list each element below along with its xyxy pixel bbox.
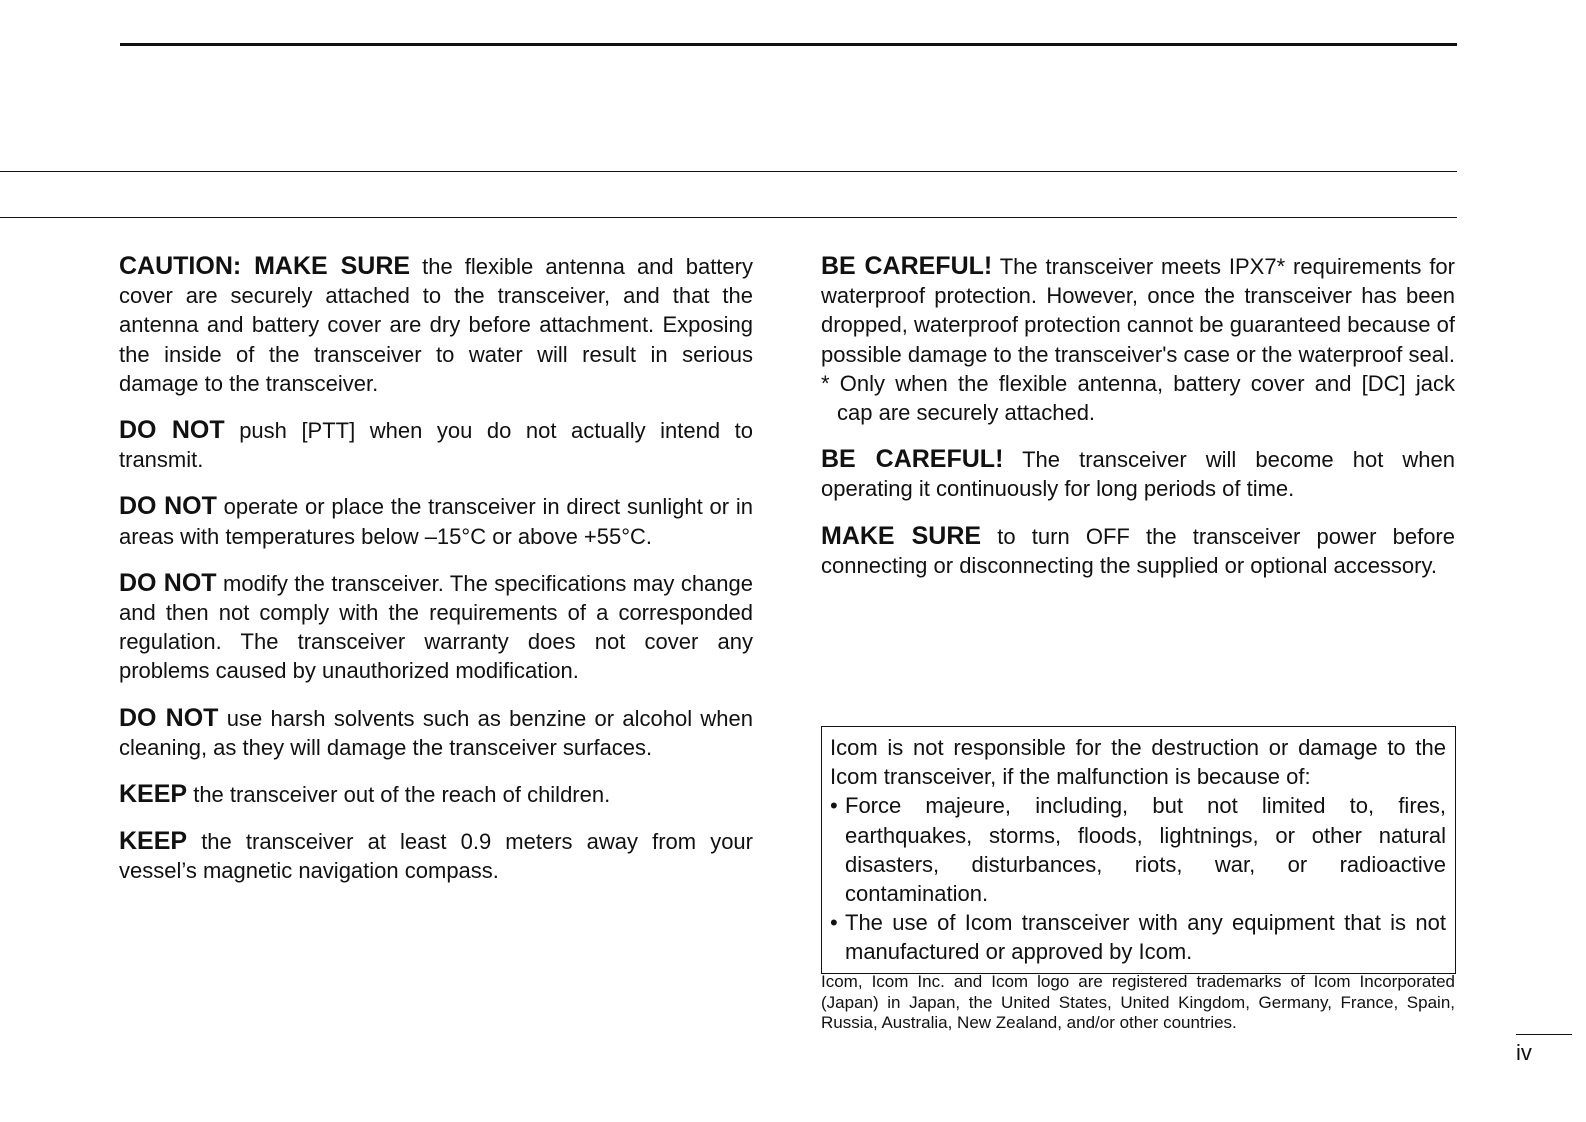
do-not-solvents-text: use harsh solvents such as benzine or alcohol when cleaning, as they will damage the transceiver surfaces. — [119, 705, 753, 760]
do-not-keyword: DO NOT — [119, 492, 217, 521]
keep-children-paragraph — [119, 780, 753, 809]
do-not-solvents-paragraph — [119, 704, 753, 762]
make-sure-power-text: to turn OFF the transceiver power before connecting or disconnecting the supplied or optional accessory. — [821, 523, 1455, 578]
page-number-rule — [1516, 1034, 1572, 1035]
keep-children-text: the transceiver out of the reach of children. — [187, 782, 611, 808]
do-not-keyword: DO NOT — [119, 568, 217, 597]
page-number: iv — [1516, 1040, 1532, 1065]
make-sure-power-paragraph — [821, 522, 1455, 580]
be-careful-keyword: BE CAREFUL! — [821, 252, 993, 280]
do-not-modify-paragraph — [119, 569, 753, 686]
do-not-ptt-paragraph — [119, 416, 753, 474]
left-column — [119, 252, 753, 904]
be-careful-keyword: BE CAREFUL! — [821, 445, 1004, 474]
trademark-notice: Icom, Icom Inc. and Icom logo are registered trademarks of Icom Incorporated (Japan) in Japan, the United States, United Kingdom, Germany, France, Spain, Russia, Australia, New Zealand, and/or other countries. — [821, 972, 1455, 1033]
be-careful-hot-text: The transceiver will become hot when operating it continuously for long periods of time. — [821, 447, 1455, 502]
section-rule-lower — [0, 217, 1457, 218]
keep-keyword: KEEP — [119, 827, 188, 856]
be-careful-hot-paragraph — [821, 445, 1455, 503]
liability-notice-box — [821, 726, 1456, 974]
bullet-icon: • — [830, 910, 838, 936]
ipx7-footnote: * Only when the flexible antenna, battery cover and [DC] jack cap are securely attached. — [821, 370, 1455, 426]
do-not-modify-text: modify the transceiver. The specifications may change and then not comply with the requirements of a corresponded regulation. The transceiver warranty does not cover any problems caused by unauthorized modification. — [119, 570, 753, 684]
notice-bullet-text: The use of Icom transceiver with any equipment that is not manufactured or approved by Icom. — [845, 910, 1446, 965]
notice-bullet-item — [830, 791, 1446, 908]
keep-compass-text: the transceiver at least 0.9 meters away from your vessel’s magnetic navigation compass. — [119, 829, 753, 884]
top-rule — [120, 43, 1457, 46]
bullet-icon: • — [830, 793, 838, 819]
do-not-keyword: DO NOT — [119, 703, 219, 732]
do-not-sunlight-text: operate or place the transceiver in direct sunlight or in areas with temperatures below –15°C or above +55°C. — [119, 494, 753, 549]
do-not-keyword: DO NOT — [119, 416, 225, 445]
notice-intro: Icom is not responsible for the destruction or damage to the Icom transceiver, if the malfunction is because of: — [830, 735, 1446, 790]
caution-text: the flexible antenna and battery cover are securely attached to the transceiver, and that the antenna and battery cover are dry before attachment. Exposing the inside of the transceiver to water will result in serious damage to the transceiver. — [119, 254, 753, 396]
be-careful-waterproof-text: The transceiver meets IPX7* requirements for waterproof protection. However, once the transceiver has been dropped, waterproof protection cannot be guaranteed because of possible damage to the transceiver's case or the waterproof seal. — [821, 254, 1455, 367]
caution-keyword: CAUTION: MAKE SURE — [119, 252, 411, 280]
keep-keyword: KEEP — [119, 780, 188, 809]
be-careful-waterproof-paragraph — [821, 252, 1455, 369]
do-not-ptt-text: push [PTT] when you do not actually intend to transmit. — [119, 418, 754, 473]
right-column — [821, 252, 1455, 598]
notice-bullet-item — [830, 908, 1446, 966]
do-not-sunlight-paragraph — [119, 492, 753, 550]
make-sure-keyword: MAKE SURE — [821, 521, 982, 550]
caution-make-sure-paragraph — [119, 252, 753, 398]
keep-compass-paragraph — [119, 827, 753, 885]
notice-bullet-text: Force majeure, including, but not limited to, fires, earthquakes, storms, floods, lightnings, or other natural disasters, disturbances, riots, war, or radioactive contamination. — [845, 793, 1446, 907]
section-rule-upper — [0, 171, 1457, 172]
